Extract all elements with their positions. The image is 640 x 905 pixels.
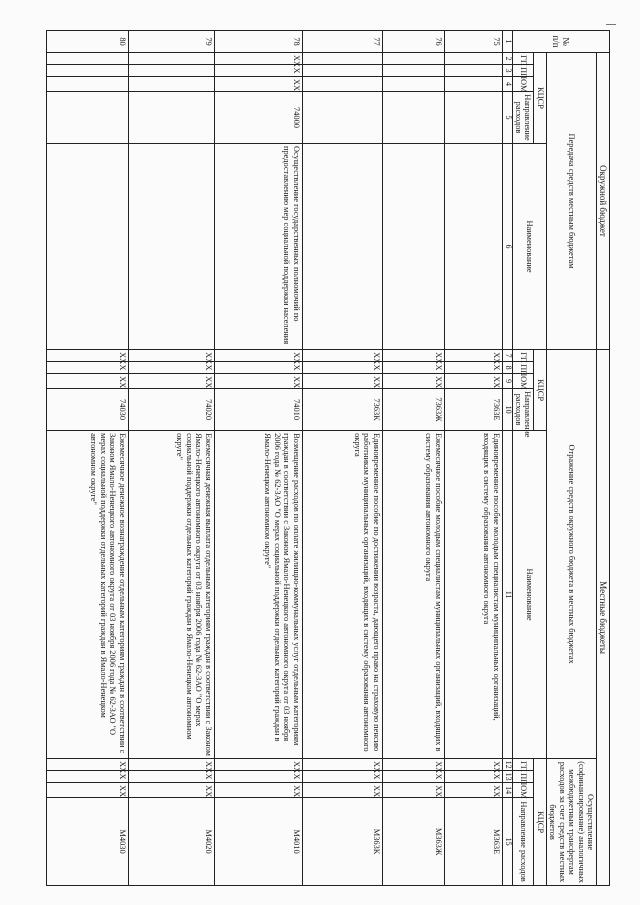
cell-pp3: Х <box>302 771 382 783</box>
header-no: № п/п <box>512 31 609 53</box>
cell-gp: ХХ <box>214 53 302 65</box>
cell-pp3: Х <box>46 771 128 783</box>
header-gp-1: ГП <box>512 53 534 65</box>
cell-pp3: Х <box>444 771 502 783</box>
table-row <box>382 31 444 886</box>
cell-om3: ХХ <box>214 783 302 798</box>
cell-gp <box>128 53 214 65</box>
cell-pp2: Х <box>214 362 302 374</box>
cell-no: 79 <box>128 31 214 53</box>
header-pp-3: ПП <box>512 771 534 783</box>
colnum: 8 <box>502 362 512 374</box>
cell-name2: Ежемесячная денежная выплата отдельным категориям граждан в соответствии с Законом Ямало-Ненецкого автономного округа от 03 ноября 2006 года № 62-ЗАО "О мерах социальной поддержки отдельных категорий граждан в Ямало-Ненецком автономном округе" <box>128 431 214 759</box>
cell-pp <box>444 65 502 77</box>
cell-dir2: 74010 <box>214 389 302 431</box>
cell-om <box>302 77 382 92</box>
colnum: 7 <box>502 350 512 362</box>
cell-om2: ХХ <box>46 374 128 389</box>
header-dir-3: Направление расходов <box>512 798 534 886</box>
table-row <box>444 31 502 886</box>
header-cofinance: Осуществление (софинансирование) аналогичных межбюджетным трансфертам расходов за счет средств местных бюджетов <box>546 759 596 886</box>
cell-dir2: 7363К <box>302 389 382 431</box>
cell-pp2: Х <box>46 362 128 374</box>
cell-pp2: Х <box>444 362 502 374</box>
column-numbers-row <box>502 31 512 886</box>
cell-name <box>302 144 382 350</box>
cell-om <box>46 77 128 92</box>
cell-no: 75 <box>444 31 502 53</box>
cell-om <box>128 77 214 92</box>
cell-pp2: Х <box>128 362 214 374</box>
header-name-1: Наименование <box>512 144 546 350</box>
cell-gp2: ХХ <box>444 350 502 362</box>
cell-gp2: ХХ <box>214 350 302 362</box>
cell-om3: ХХ <box>444 783 502 798</box>
cell-pp <box>302 65 382 77</box>
cell-dir <box>128 92 214 144</box>
table-row <box>128 31 214 886</box>
cell-name2: Ежемесячное денежное вознаграждение отдельным категориям граждан в соответствии с Законом Ямало-Ненецкого автономного округа от 03 ноября 2006 года № 62-ЗАО "О мерах социальной поддержки отдельных категорий граждан в Ямало-Ненецком автономном округе" <box>46 431 128 759</box>
cell-gp3: ХХ <box>302 759 382 771</box>
cell-om: ХХ <box>214 77 302 92</box>
budget-table <box>46 30 610 886</box>
cell-name <box>444 144 502 350</box>
cell-no: 80 <box>46 31 128 53</box>
table-body <box>46 31 502 886</box>
cell-om3: ХХ <box>382 783 444 798</box>
colnum: 11 <box>502 431 512 759</box>
colnum: 12 <box>503 760 513 769</box>
header-gp-2: ГП <box>512 350 534 362</box>
cell-gp <box>444 53 502 65</box>
cell-name2: Возмещение расходов по оплате жилищно-коммунальных услуг отдельным категориям граждан в соответствии с Законом Ямало-Ненецкого автономного округа от 03 ноября 2006 года № 62-ЗАО "О мерах социальной поддержки отдельных категорий граждан в Ямало-Ненецком автономном округе" <box>214 431 302 759</box>
colnum: 15 <box>502 798 512 886</box>
cell-name: Осуществление государственных полномочий по предоставлению мер социальной поддержки населения <box>214 144 302 350</box>
colnum: 9 <box>502 374 512 389</box>
cell-gp2: ХХ <box>382 350 444 362</box>
cell-pp2: Х <box>382 362 444 374</box>
cell-pp3: Х <box>382 771 444 783</box>
header-om-3: ОМ <box>512 783 534 798</box>
colnum: 14 <box>502 783 512 798</box>
cell-gp3: ХХ <box>444 759 502 771</box>
cell-pp3: Х <box>128 771 214 783</box>
cell-pp <box>128 65 214 77</box>
header-district: Окружной бюджет <box>596 53 609 350</box>
header-gp-3: ГП <box>512 759 534 771</box>
cell-dir2: 7363Ж <box>382 389 444 431</box>
cell-pp <box>382 65 444 77</box>
cell-dir3: М4030 <box>46 798 128 886</box>
cell-name <box>46 144 128 350</box>
table-row <box>214 31 302 886</box>
cell-om2: ХХ <box>382 374 444 389</box>
cell-dir2: 7363Е <box>444 389 502 431</box>
cell-dir3: М363Е <box>444 798 502 886</box>
colnum: 5 <box>502 92 512 144</box>
header-transfer: Передача средств местным бюджетам <box>546 53 596 350</box>
header-kcsr-3: КЦСР <box>534 759 546 886</box>
cell-gp3: ХХ <box>214 759 302 771</box>
colnum: 6 <box>502 144 512 350</box>
cell-dir2: 74020 <box>128 389 214 431</box>
cell-gp <box>46 53 128 65</box>
colnum: 1 <box>502 31 512 53</box>
cell-om2: ХХ <box>128 374 214 389</box>
header-pp-1: ПП <box>512 65 534 77</box>
cell-gp2: ХХ <box>128 350 214 362</box>
cell-dir3: М4010 <box>214 798 302 886</box>
cell-om3: ХХ <box>302 783 382 798</box>
cell-dir <box>444 92 502 144</box>
cell-gp3: ХХ <box>46 759 128 771</box>
header-om-1: ОМ <box>512 77 534 92</box>
cell-no: 76 <box>382 31 444 53</box>
cell-dir <box>46 92 128 144</box>
cell-gp2: ХХ <box>302 350 382 362</box>
cell-dir3: М363К <box>302 798 382 886</box>
cell-om2: ХХ <box>444 374 502 389</box>
header-kcsr-2: КЦСР <box>534 350 546 431</box>
page-mark <box>606 24 616 25</box>
header-dir-1: Направление расходов <box>512 92 534 144</box>
cell-name <box>382 144 444 350</box>
cell-om <box>382 77 444 92</box>
colnum: 2 <box>502 53 512 65</box>
colnum: 10 <box>502 389 512 431</box>
header-pp-2: ПП <box>512 362 534 374</box>
cell-dir3: М4020 <box>128 798 214 886</box>
header-reflect: Отражение средств окружного бюджета в местных бюджетах <box>546 350 596 759</box>
cell-om <box>444 77 502 92</box>
cell-dir2: 74030 <box>46 389 128 431</box>
colnum: 4 <box>502 77 512 92</box>
cell-pp: Х <box>214 65 302 77</box>
cell-om2: ХХ <box>214 374 302 389</box>
cell-name <box>128 144 214 350</box>
colnum: 3 <box>502 65 512 77</box>
cell-gp <box>302 53 382 65</box>
cell-no: 77 <box>302 31 382 53</box>
cell-om3: ХХ <box>128 783 214 798</box>
cell-gp2: ХХ <box>46 350 128 362</box>
cell-gp3: ХХ <box>382 759 444 771</box>
rotated-table-wrapper <box>50 30 610 885</box>
header-dir-2: Направление расходов <box>512 389 534 431</box>
header-name-2: Наименование <box>512 431 546 759</box>
colnum: 13 <box>503 772 513 781</box>
cell-name2: Ежемесячное пособие молодым специалистам муниципальных организаций, входящих в систему образования автономного округа <box>382 431 444 759</box>
table-row <box>46 31 128 886</box>
cell-om3: ХХ <box>46 783 128 798</box>
cell-pp3: Х <box>214 771 302 783</box>
cell-name2: Единовременное пособие молодым специалистам муниципальных организаций, входящих в систему образования автономного округа <box>444 431 502 759</box>
cell-name2: Единовременное пособие по достижении возраста, дающего право на страховую пенсию работникам муниципальных организаций, входящих в систему образования автономного округа <box>302 431 382 759</box>
header-local: Местные бюджеты <box>596 350 609 886</box>
cell-dir3: М363Ж <box>382 798 444 886</box>
cell-gp <box>382 53 444 65</box>
cell-dir <box>302 92 382 144</box>
cell-om2: ХХ <box>302 374 382 389</box>
header-om-2: ОМ <box>512 374 534 389</box>
cell-dir <box>382 92 444 144</box>
cell-no: 78 <box>214 31 302 53</box>
cell-pp <box>46 65 128 77</box>
cell-dir: 74000 <box>214 92 302 144</box>
table-row <box>302 31 382 886</box>
cell-gp3: ХХ <box>128 759 214 771</box>
header-kcsr-1: КЦСР <box>534 53 546 144</box>
cell-pp2: Х <box>302 362 382 374</box>
